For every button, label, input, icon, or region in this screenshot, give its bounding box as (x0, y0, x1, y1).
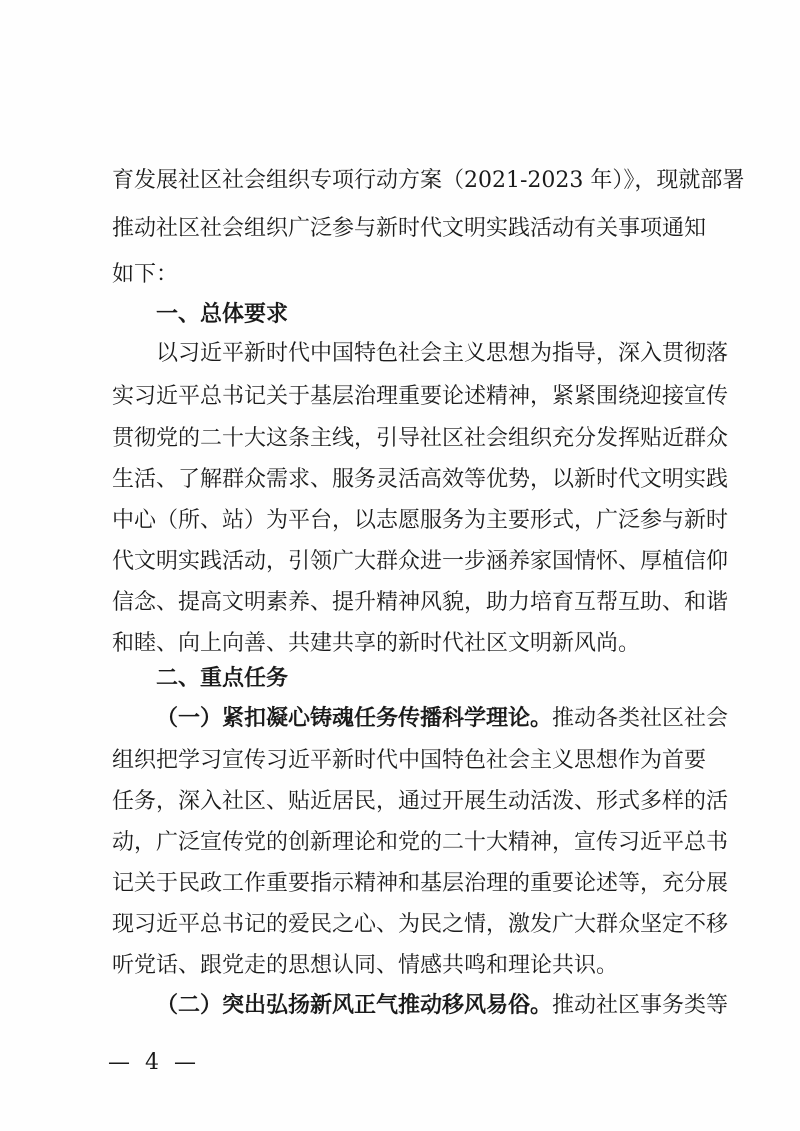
paragraph-line: 中心（所、站）为平台，以志愿服务为主要形式，广泛参与新时 (112, 508, 729, 533)
task-2-first-rest: 推动社区事务类等 (552, 993, 729, 1018)
paragraph-line: 生活、了解群众需求、服务灵活高效等优势，以新时代文明实践 (112, 467, 729, 492)
paragraph-line: 动，广泛宣传党的创新理论和党的二十大精神，宣传习近平总书 (112, 830, 729, 855)
paragraph-line: 组织把学习宣传习近平新时代中国特色社会主义思想作为首要 (112, 748, 707, 773)
task-2-first-line (156, 989, 729, 1023)
page-number: — 4 — (108, 1050, 200, 1075)
section-heading-key-tasks: 二、重点任务 (156, 666, 289, 691)
paragraph-line: 任务，深入社区、贴近居民，通过开展生动活泼、形式多样的活 (112, 789, 729, 814)
task-2-lead: （二）突出弘扬新风正气推动移风易俗。 (156, 993, 553, 1018)
paragraph-line: 贯彻党的二十大这条主线，引导社区社会组织充分发挥贴近群众 (112, 426, 729, 451)
paragraph-line: 记关于民政工作重要指示精神和基层治理的重要论述等，充分展 (112, 871, 729, 896)
paragraph-line: 听党话、跟党走的思想认同、情感共鸣和理论共识。 (112, 953, 619, 978)
intro-line-2: 推动社区社会组织广泛参与新时代文明实践活动有关事项通知 (112, 216, 707, 241)
paragraph-line: 以习近平新时代中国特色社会主义思想为指导，深入贯彻落 (156, 341, 729, 366)
task-1-lead: （一）紧扣凝心铸魂任务传播科学理论。 (156, 706, 553, 731)
section-heading-general-requirements: 一、总体要求 (156, 302, 289, 327)
paragraph-line: 实习近平总书记关于基层治理重要论述精神，紧紧围绕迎接宣传 (112, 384, 729, 409)
paragraph-line: 信念、提高文明素养、提升精神风貌，助力培育互帮互助、和谐 (112, 590, 729, 615)
intro-line-1: 育发展社区社会组织专项行动方案（2021-2023 年）》，现就部署 (112, 168, 745, 193)
paragraph-line: 和睦、向上向善、共建共享的新时代社区文明新风尚。 (112, 631, 641, 656)
paragraph-line: 代文明实践活动，引领广大群众进一步涵养家国情怀、厚植信仰 (112, 549, 729, 574)
intro-line-3: 如下： (112, 262, 179, 287)
task-1-first-rest: 推动各类社区社会 (552, 706, 729, 731)
task-1-first-line (156, 702, 729, 736)
paragraph-line: 现习近平总书记的爱民之心、为民之情，激发广大群众坚定不移 (112, 912, 729, 937)
